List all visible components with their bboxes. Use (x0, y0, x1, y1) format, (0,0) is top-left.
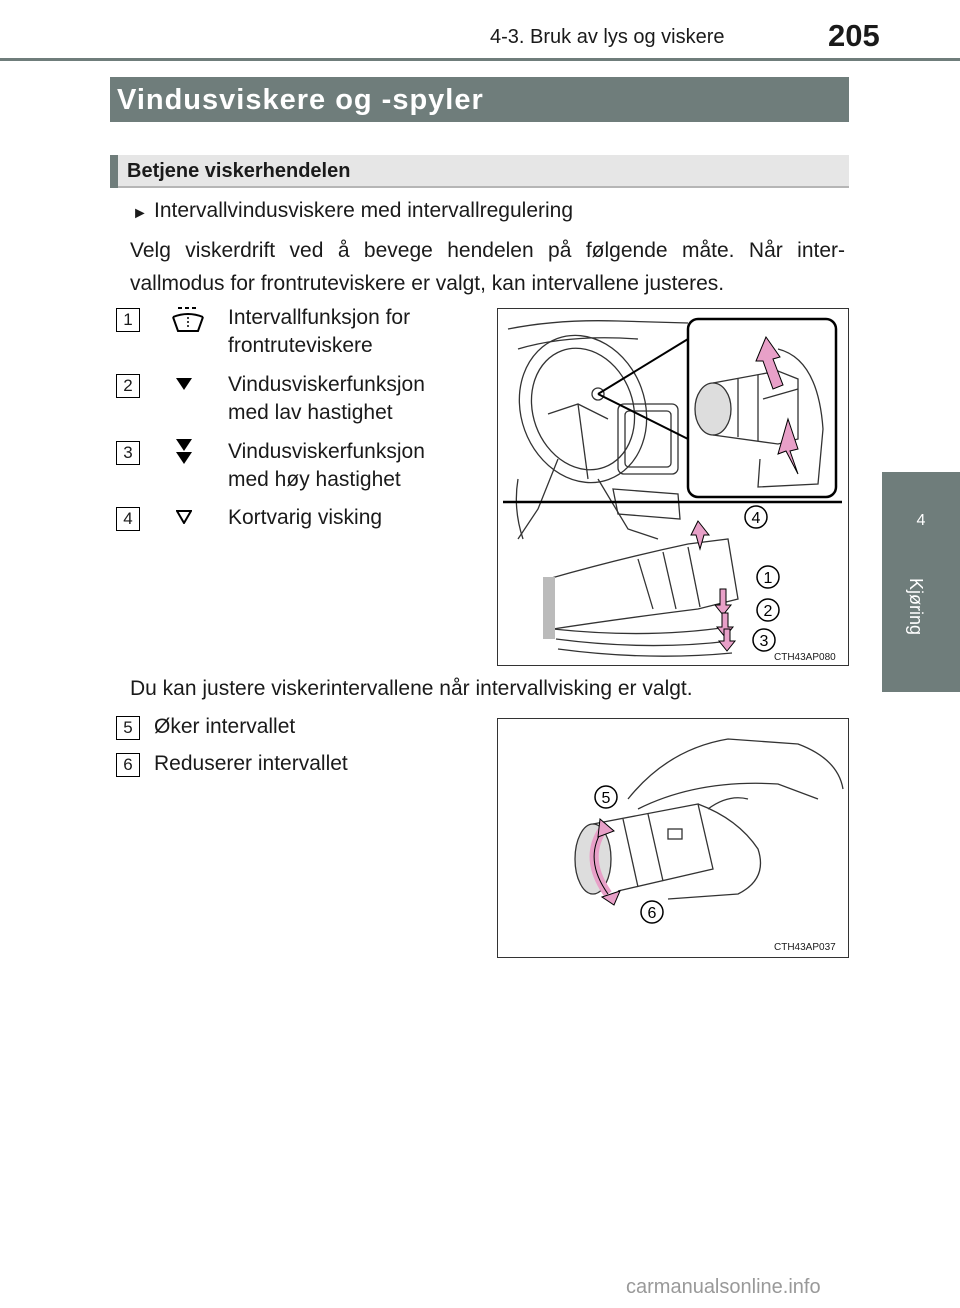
item-number: 2 (116, 374, 140, 398)
item-text: Øker intervallet (154, 715, 296, 738)
wiper-lever-figure (497, 308, 849, 666)
mist-icon (176, 510, 192, 524)
section-title: Vindusviskere og -spyler (117, 84, 484, 116)
low-speed-icon (176, 377, 192, 391)
subsection-accent (110, 155, 118, 188)
high-speed-icon (176, 438, 192, 466)
figure-callout: 6 (647, 905, 657, 922)
item-line: med lav hastighet (228, 401, 393, 424)
figure-callout: 1 (763, 570, 773, 587)
figure-callout: 5 (601, 790, 611, 807)
running-header-section: 4-3. Bruk av lys og viskere (490, 26, 725, 48)
item-text (228, 304, 410, 360)
item-number: 3 (116, 441, 140, 465)
header-rule (0, 58, 960, 61)
item-number: 6 (116, 753, 140, 777)
subsection-title: Betjene viskerhendelen (127, 160, 351, 182)
intro-paragraph: Velg viskerdrift ved å bevege hendelen på følgende måte. Når inter-vallmodus for frontruteviskere er valgt, kan intervallene justeres. (130, 239, 845, 295)
intermittent-wipe-icon (170, 305, 206, 335)
bullet-arrow-icon: ► (132, 205, 148, 222)
item-line: Vindusviskerfunksjon (228, 440, 425, 463)
interval-note: Du kan justere viskerintervallene når intervallvisking er valgt. (130, 677, 693, 700)
figure-callout: 2 (763, 603, 773, 620)
figure-code: CTH43AP080 (774, 652, 836, 663)
item-text (228, 438, 425, 494)
chapter-label: Kjøring (906, 578, 926, 636)
figure-callout: 3 (759, 633, 769, 650)
figure-code: CTH43AP037 (774, 942, 836, 953)
item-line: Vindusviskerfunksjon (228, 373, 425, 396)
item-number: 5 (116, 716, 140, 740)
bullet-heading: Intervallvindusviskere med intervallregulering (154, 199, 574, 222)
item-line: Kortvarig visking (228, 506, 383, 529)
item-number: 4 (116, 507, 140, 531)
page-number: 205 (828, 18, 880, 53)
item-text: Reduserer intervallet (154, 752, 348, 775)
item-text (228, 371, 425, 427)
item-text (228, 504, 382, 532)
figure-callout: 4 (751, 510, 761, 527)
item-line: frontruteviskere (228, 334, 373, 357)
interval-adjust-figure (497, 718, 849, 958)
item-line: med høy hastighet (228, 468, 401, 491)
item-line: Intervallfunksjon for (228, 306, 411, 329)
footer-watermark: carmanualsonline.info (626, 1276, 821, 1298)
chapter-number: 4 (916, 512, 926, 529)
item-number: 1 (116, 308, 140, 332)
